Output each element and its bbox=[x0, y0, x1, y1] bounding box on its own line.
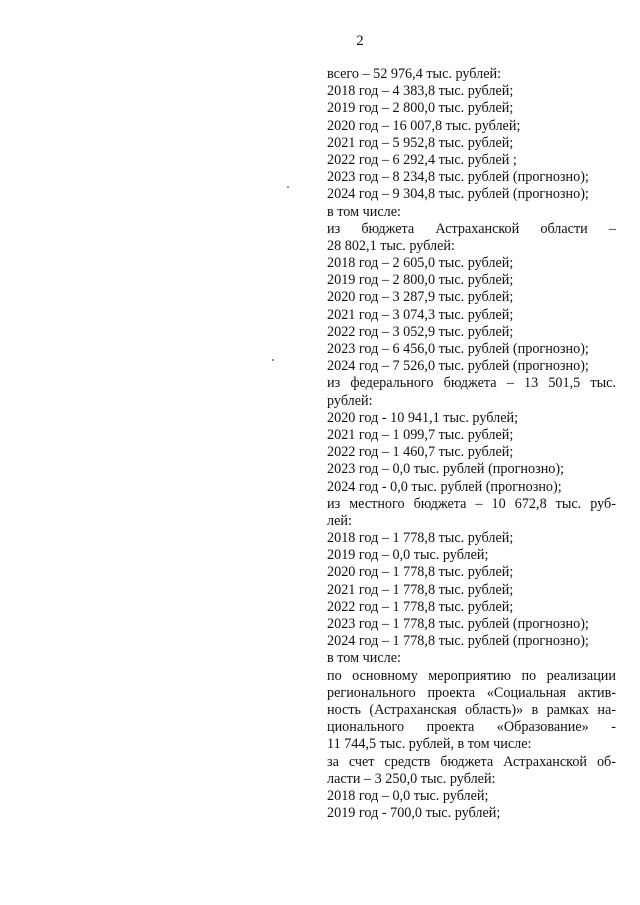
text-line: 2021 год – 3 074,3 тыс. рублей; bbox=[327, 306, 514, 323]
text-line: лей: bbox=[327, 512, 352, 529]
text-line: из бюджета Астраханской области – bbox=[327, 220, 616, 237]
text-line: 28 802,1 тыс. рублей: bbox=[327, 237, 455, 254]
text-line: 2021 год – 1 099,7 тыс. рублей; bbox=[327, 426, 514, 443]
text-line: по основному мероприятию по реализации bbox=[327, 667, 616, 684]
text-line: 2018 год – 2 605,0 тыс. рублей; bbox=[327, 255, 514, 272]
text-line: 2023 год – 0,0 тыс. рублей (прогнозно); bbox=[327, 461, 565, 478]
text-line: 2018 год – 0,0 тыс. рублей; bbox=[327, 787, 489, 804]
text-line: 2024 год – 7 526,0 тыс. рублей (прогнозно); bbox=[327, 358, 589, 375]
text-line: 2020 год – 16 007,8 тыс. рублей; bbox=[327, 117, 521, 134]
text-line: 2020 год – 3 287,9 тыс. рублей; bbox=[327, 289, 514, 306]
text-line: ционального проекта «Образование» - bbox=[327, 719, 616, 736]
scan-speck bbox=[272, 359, 274, 361]
text-line: ность (Астраханская область)» в рамках на- bbox=[327, 701, 616, 718]
text-line: 2023 год – 8 234,8 тыс. рублей (прогнозно); bbox=[327, 169, 589, 186]
text-line: 2022 год – 6 292,4 тыс. рублей ; bbox=[327, 151, 517, 168]
text-line: 11 744,5 тыс. рублей, в том числе: bbox=[327, 736, 532, 753]
text-line: из местного бюджета – 10 672,8 тыс. руб- bbox=[327, 495, 616, 512]
text-line: 2024 год - 0,0 тыс. рублей (прогнозно); bbox=[327, 478, 562, 495]
text-line: 2020 год – 1 778,8 тыс. рублей; bbox=[327, 564, 514, 581]
text-line: 2022 год – 1 460,7 тыс. рублей; bbox=[327, 444, 514, 461]
text-line: 2018 год – 4 383,8 тыс. рублей; bbox=[327, 83, 514, 100]
text-line: 2024 год – 9 304,8 тыс. рублей (прогнозно); bbox=[327, 186, 589, 203]
scan-speck bbox=[287, 186, 289, 188]
page-number: 2 bbox=[356, 33, 364, 49]
text-line: всего – 52 976,4 тыс. рублей: bbox=[327, 66, 502, 82]
text-line: 2023 год – 6 456,0 тыс. рублей (прогнозно); bbox=[327, 341, 589, 357]
text-line: 2020 год - 10 941,1 тыс. рублей; bbox=[327, 409, 519, 426]
text-line: 2021 год – 1 778,8 тыс. рублей; bbox=[327, 581, 514, 598]
text-line: 2019 год – 0,0 тыс. рублей; bbox=[327, 547, 489, 564]
text-line: 2019 год – 2 800,0 тыс. рублей; bbox=[327, 272, 514, 289]
text-line: 2024 год – 1 778,8 тыс. рублей (прогнозно); bbox=[327, 633, 589, 650]
text-line: в том числе: bbox=[327, 650, 401, 667]
text-line: 2019 год – 2 800,0 тыс. рублей; bbox=[327, 100, 514, 117]
text-line: 2021 год – 5 952,8 тыс. рублей; bbox=[327, 134, 514, 151]
text-line: за счет средств бюджета Астраханской об- bbox=[327, 753, 616, 770]
document-text-block bbox=[327, 66, 616, 822]
text-line: 2019 год - 700,0 тыс. рублей; bbox=[327, 805, 501, 822]
text-line: 2022 год – 1 778,8 тыс. рублей; bbox=[327, 598, 514, 615]
text-line: в том числе: bbox=[327, 203, 401, 220]
text-line: регионального проекта «Социальная актив- bbox=[327, 684, 616, 701]
text-line: ласти – 3 250,0 тыс. рублей: bbox=[327, 770, 496, 787]
text-line: 2018 год – 1 778,8 тыс. рублей; bbox=[327, 530, 514, 547]
text-line: 2023 год – 1 778,8 тыс. рублей (прогнозно); bbox=[327, 616, 589, 632]
text-line: 2022 год – 3 052,9 тыс. рублей; bbox=[327, 323, 514, 340]
text-line: рублей: bbox=[327, 392, 373, 409]
text-line: из федерального бюджета – 13 501,5 тыс. bbox=[327, 375, 616, 392]
